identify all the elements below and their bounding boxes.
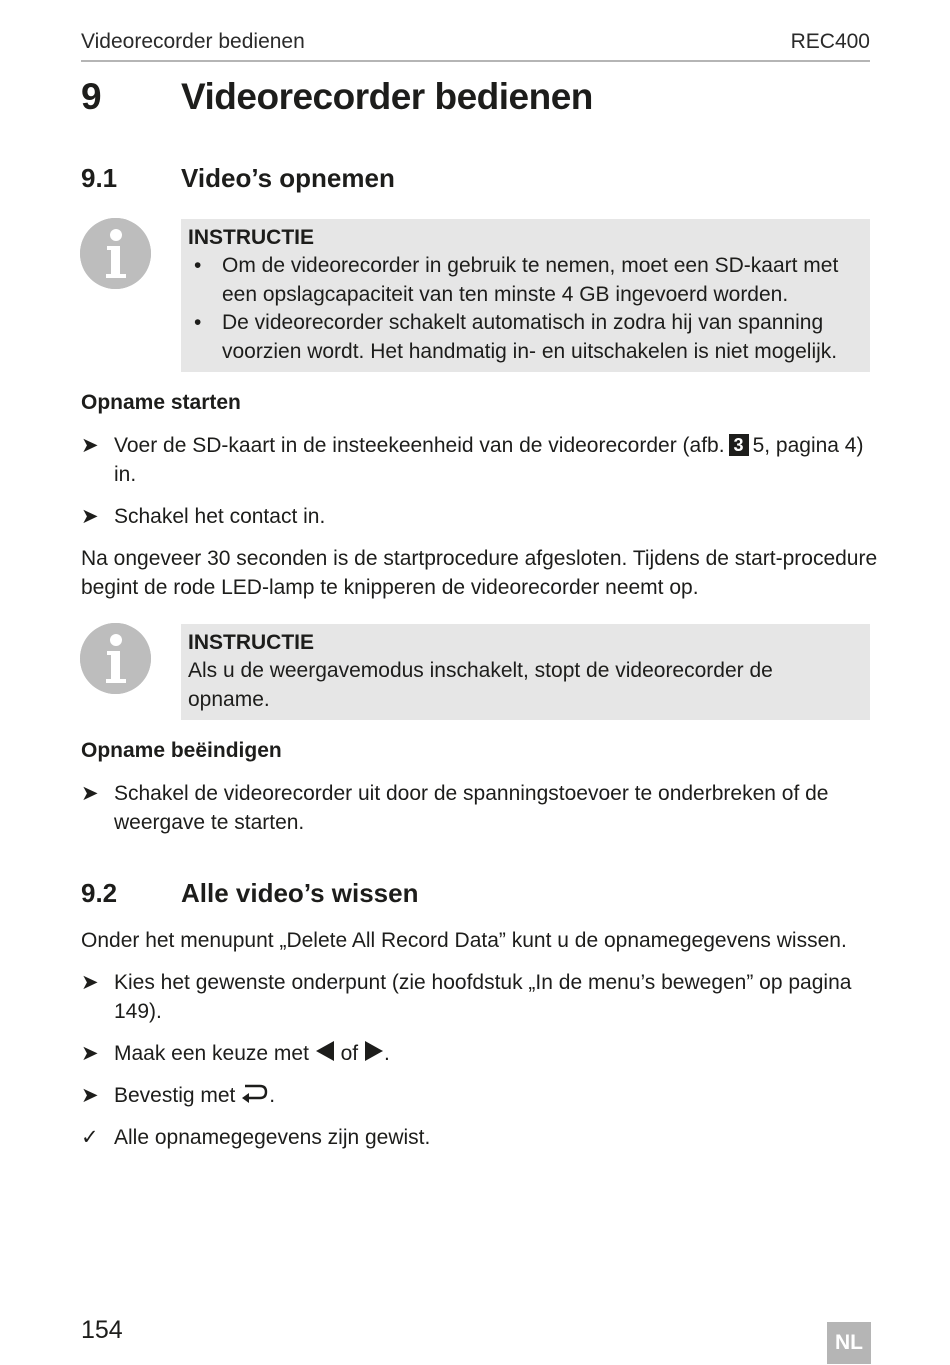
step-arrow-icon: ➤ (81, 1084, 99, 1107)
subheading-stop-recording: Opname beëindigen (81, 739, 282, 762)
info-icon (80, 218, 151, 289)
chapter-number: 9 (81, 76, 102, 117)
checkmark-icon: ✓ (81, 1126, 99, 1149)
body-paragraph: Na ongeveer 30 seconden is de startprocedure afgesloten. Tijdens de start-procedure begint de rode LED-lamp te knipperen de videorecorder neemt op. (81, 547, 878, 599)
step-text: Bevestig met . (114, 1082, 870, 1113)
step-arrow-icon: ➤ (81, 505, 99, 528)
step-item (81, 1040, 870, 1071)
info-icon (80, 623, 151, 694)
step-item (81, 503, 870, 532)
triangle-left-icon (315, 1040, 335, 1071)
section-number: 9.2 (81, 878, 118, 908)
step-item (81, 969, 870, 1026)
note-bullet: • De videorecorder schakelt automatisch in zodra hij van spanning voorzien wordt. Het handmatig in- en uitschakelen is niet mogelijk. (188, 309, 860, 366)
triangle-right-icon (364, 1040, 384, 1071)
instruction-note (181, 219, 870, 372)
instruction-note (181, 624, 870, 720)
page-number: 154 (81, 1316, 123, 1344)
result-text: Alle opnamegegevens zijn gewist. (114, 1126, 431, 1149)
result-item (81, 1124, 870, 1153)
running-header-title: Videorecorder bedienen (81, 30, 305, 53)
step-item (81, 1082, 870, 1113)
section-number: 9.1 (81, 163, 118, 193)
step-text: Schakel het contact in. (114, 505, 326, 528)
step-arrow-icon: ➤ (81, 1042, 99, 1065)
running-header-model: REC400 (790, 30, 870, 53)
section-title: Alle video’s wissen (181, 878, 419, 908)
subheading-start-recording: Opname starten (81, 391, 241, 414)
step-arrow-icon: ➤ (81, 434, 99, 457)
note-title: INSTRUCTIE (188, 631, 314, 654)
note-bullet-list (188, 252, 860, 366)
note-text: Als u de weergavemodus inschakelt, stopt de videorecorder de opname. (188, 659, 773, 711)
step-text: Schakel de videorecorder uit door de spanningstoevoer te onderbreken of de weergave te starten. (114, 782, 829, 834)
step-item (81, 432, 870, 489)
step-text: Voer de SD-kaart in de insteekeenheid van de videorecorder (afb. 3 5, pagina 4) in. (114, 434, 864, 486)
chapter-title: Videorecorder bedienen (181, 76, 593, 117)
step-text: Kies het gewenste onderpunt (zie hoofdstuk „In de menu’s bewegen” op pagina 149). (114, 971, 852, 1023)
return-arrow-icon (241, 1082, 269, 1113)
note-title: INSTRUCTIE (188, 226, 314, 249)
section-title: Video’s opnemen (181, 163, 395, 193)
language-badge: NL (827, 1322, 871, 1364)
step-item (81, 780, 870, 837)
step-text: Maak een keuze met of . (114, 1040, 870, 1071)
step-arrow-icon: ➤ (81, 971, 99, 994)
body-paragraph: Onder het menupunt „Delete All Record Data” kunt u de opnamegegevens wissen. (81, 929, 847, 952)
figure-number-badge: 3 (729, 434, 749, 456)
header-rule (81, 60, 870, 62)
note-bullet: • Om de videorecorder in gebruik te nemen, moet een SD-kaart met een opslagcapaciteit van ten minste 4 GB ingevoerd worden. (188, 252, 860, 309)
step-arrow-icon: ➤ (81, 782, 99, 805)
